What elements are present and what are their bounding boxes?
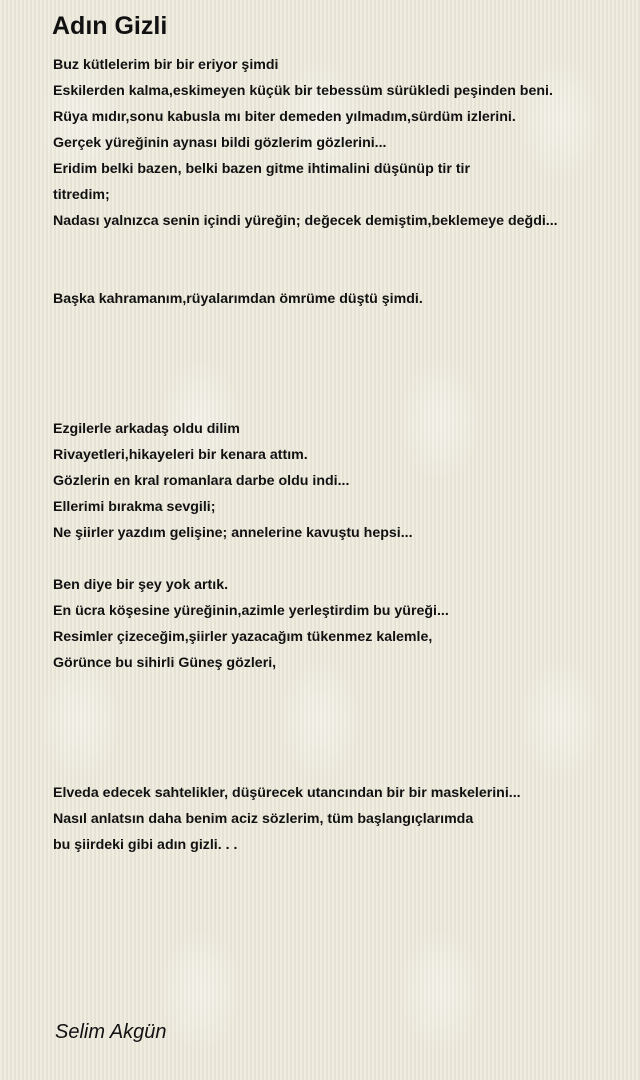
blank-line: [53, 312, 628, 338]
poem-line: titredim;: [53, 187, 110, 203]
poem-line: Rivayetleri,hikayeleri bir kenara attım.: [53, 447, 308, 463]
poem-line: Rüya mıdır,sonu kabusla mı biter demeden yılmadım,sürdüm izlerini.: [53, 109, 516, 125]
poem-line: Nasıl anlatsın daha benim aciz sözlerim, tüm başlangıçlarımda: [53, 811, 474, 827]
poem-line: En ücra köşesine yüreğinin,azimle yerleştirdim bu yüreği...: [53, 603, 449, 619]
blank-line: [53, 676, 628, 702]
blank-line: [53, 702, 628, 728]
blank-line: [53, 390, 628, 416]
poem-line: Ben diye bir şey yok artık.: [53, 577, 229, 593]
poem-line: Nadası yalnızca senin içindi yüreğin; değecek demiştim,beklemeye değdi...: [53, 213, 558, 229]
poem-line: Eskilerden kalma,eskimeyen küçük bir tebessüm sürükledi peşinden beni.: [53, 83, 553, 99]
poem-line: Gerçek yüreğinin aynası bildi gözlerim gözlerini...: [53, 135, 387, 151]
poem-title: Adın Gizli: [52, 12, 168, 40]
poem-line: Başka kahramanım,rüyalarımdan ömrüme düştü şimdi.: [53, 291, 423, 307]
poem-body: [53, 52, 628, 858]
poem-line: Ne şiirler yazdım gelişine; annelerine kavuştu hepsi...: [53, 525, 413, 541]
blank-line: [53, 754, 628, 780]
blank-line: [53, 364, 628, 390]
poem-line: Ellerimi bırakma sevgili;: [53, 499, 216, 515]
poem-line: Gözlerin en kral romanlara darbe oldu indi...: [53, 473, 350, 489]
blank-line: [53, 546, 628, 572]
author-name: Selim Akgün: [55, 1021, 167, 1043]
blank-line: [53, 260, 628, 286]
poem-line: Görünce bu sihirli Güneş gözleri,: [53, 655, 277, 671]
poem-line: Resimler çizeceğim,şiirler yazacağım tükenmez kalemle,: [53, 629, 433, 645]
blank-line: [53, 234, 628, 260]
poem-line: Eridim belki bazen, belki bazen gitme ihtimalini düşünüp tir tir: [53, 161, 471, 177]
poem-line: Buz kütlelerim bir bir eriyor şimdi: [53, 57, 279, 73]
blank-line: [53, 728, 628, 754]
poem-line: Elveda edecek sahtelikler, düşürecek utancından bir bir maskelerini...: [53, 785, 521, 801]
blank-line: [53, 338, 628, 364]
poem-line: bu şiirdeki gibi adın gizli. . .: [53, 837, 238, 853]
poem-line: Ezgilerle arkadaş oldu dilim: [53, 421, 240, 437]
